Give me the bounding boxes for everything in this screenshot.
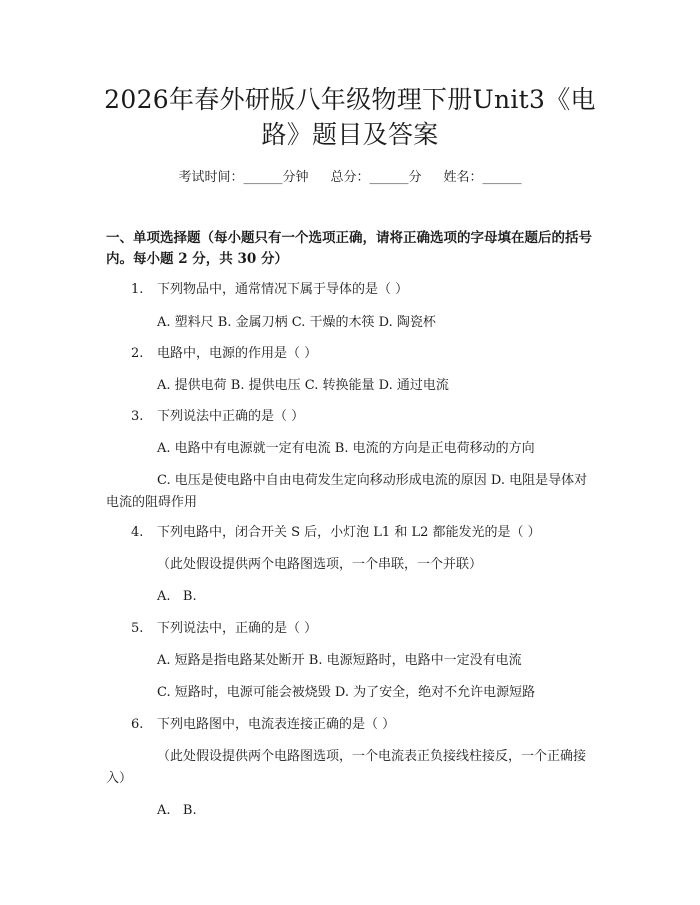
question-2-options: A. 提供电荷 B. 提供电压 C. 转换能量 D. 通过电流 — [157, 378, 449, 393]
question-4-options: A. B. — [157, 589, 197, 604]
question-number: 4. — [131, 525, 144, 540]
question-number: 3. — [131, 409, 144, 424]
question-stem: 下列电路图中，电流表连接正确的是（ ） — [157, 717, 396, 732]
question-6-options: A. B. — [157, 803, 197, 818]
question-3-options-line1: A. 电路中有电源就一定有电流 B. 电流的方向是正电荷移动的方向 — [157, 441, 535, 456]
exam-time-field: 考试时间：______分钟 — [178, 170, 309, 185]
exam-meta — [0, 168, 700, 188]
question-6 — [0, 714, 700, 736]
question-stem: 下列说法中正确的是（ ） — [157, 409, 305, 424]
question-stem: 电路中，电源的作用是（ ） — [157, 346, 318, 361]
question-stem: 下列说法中，正确的是（ ） — [157, 621, 318, 636]
question-1 — [0, 279, 700, 301]
section-heading-single-choice: 一、单项选择题（每小题只有一个选项正确，请将正确选项的字母填在题后的括号内。每小题 2 分，共 30 分） — [106, 230, 592, 267]
question-1-options: A. 塑料尺 B. 金属刀柄 C. 干燥的木筷 D. 陶瓷杯 — [157, 315, 436, 330]
student-name-field: 姓名：______ — [443, 170, 522, 185]
question-4 — [0, 522, 700, 544]
question-stem: 下列电路中，闭合开关 S 后，小灯泡 L1 和 L2 都能发光的是（ ） — [157, 525, 541, 540]
question-5-options-line2: C. 短路时，电源可能会被烧毁 D. 为了安全，绝对不允许电源短路 — [157, 685, 536, 700]
question-number: 6. — [131, 717, 144, 732]
question-5 — [0, 618, 700, 640]
question-stem: 下列物品中，通常情况下属于导体的是（ ） — [157, 282, 409, 297]
question-3-options-line2: C. 电压是使电路中自由电荷发生定向移动形成电流的原因 D. 电阻是导体对电流的阻碍作用 — [106, 473, 588, 510]
question-number: 5. — [131, 621, 144, 636]
question-6-note: （此处假设提供两个电路图选项，一个电流表正负接线柱接反，一个正确接入） — [106, 749, 587, 786]
document-title: 2026年春外研版八年级物理下册Unit3《电路》题目及答案 — [104, 85, 596, 149]
total-score-field: 总分：______分 — [330, 170, 422, 185]
question-number: 1. — [131, 282, 144, 297]
question-4-note: （此处假设提供两个电路图选项，一个串联，一个并联） — [157, 557, 483, 572]
question-5-options-line1: A. 短路是指电路某处断开 B. 电源短路时，电路中一定没有电流 — [157, 653, 522, 668]
question-2 — [0, 343, 700, 365]
question-3 — [0, 406, 700, 428]
question-number: 2. — [131, 346, 144, 361]
